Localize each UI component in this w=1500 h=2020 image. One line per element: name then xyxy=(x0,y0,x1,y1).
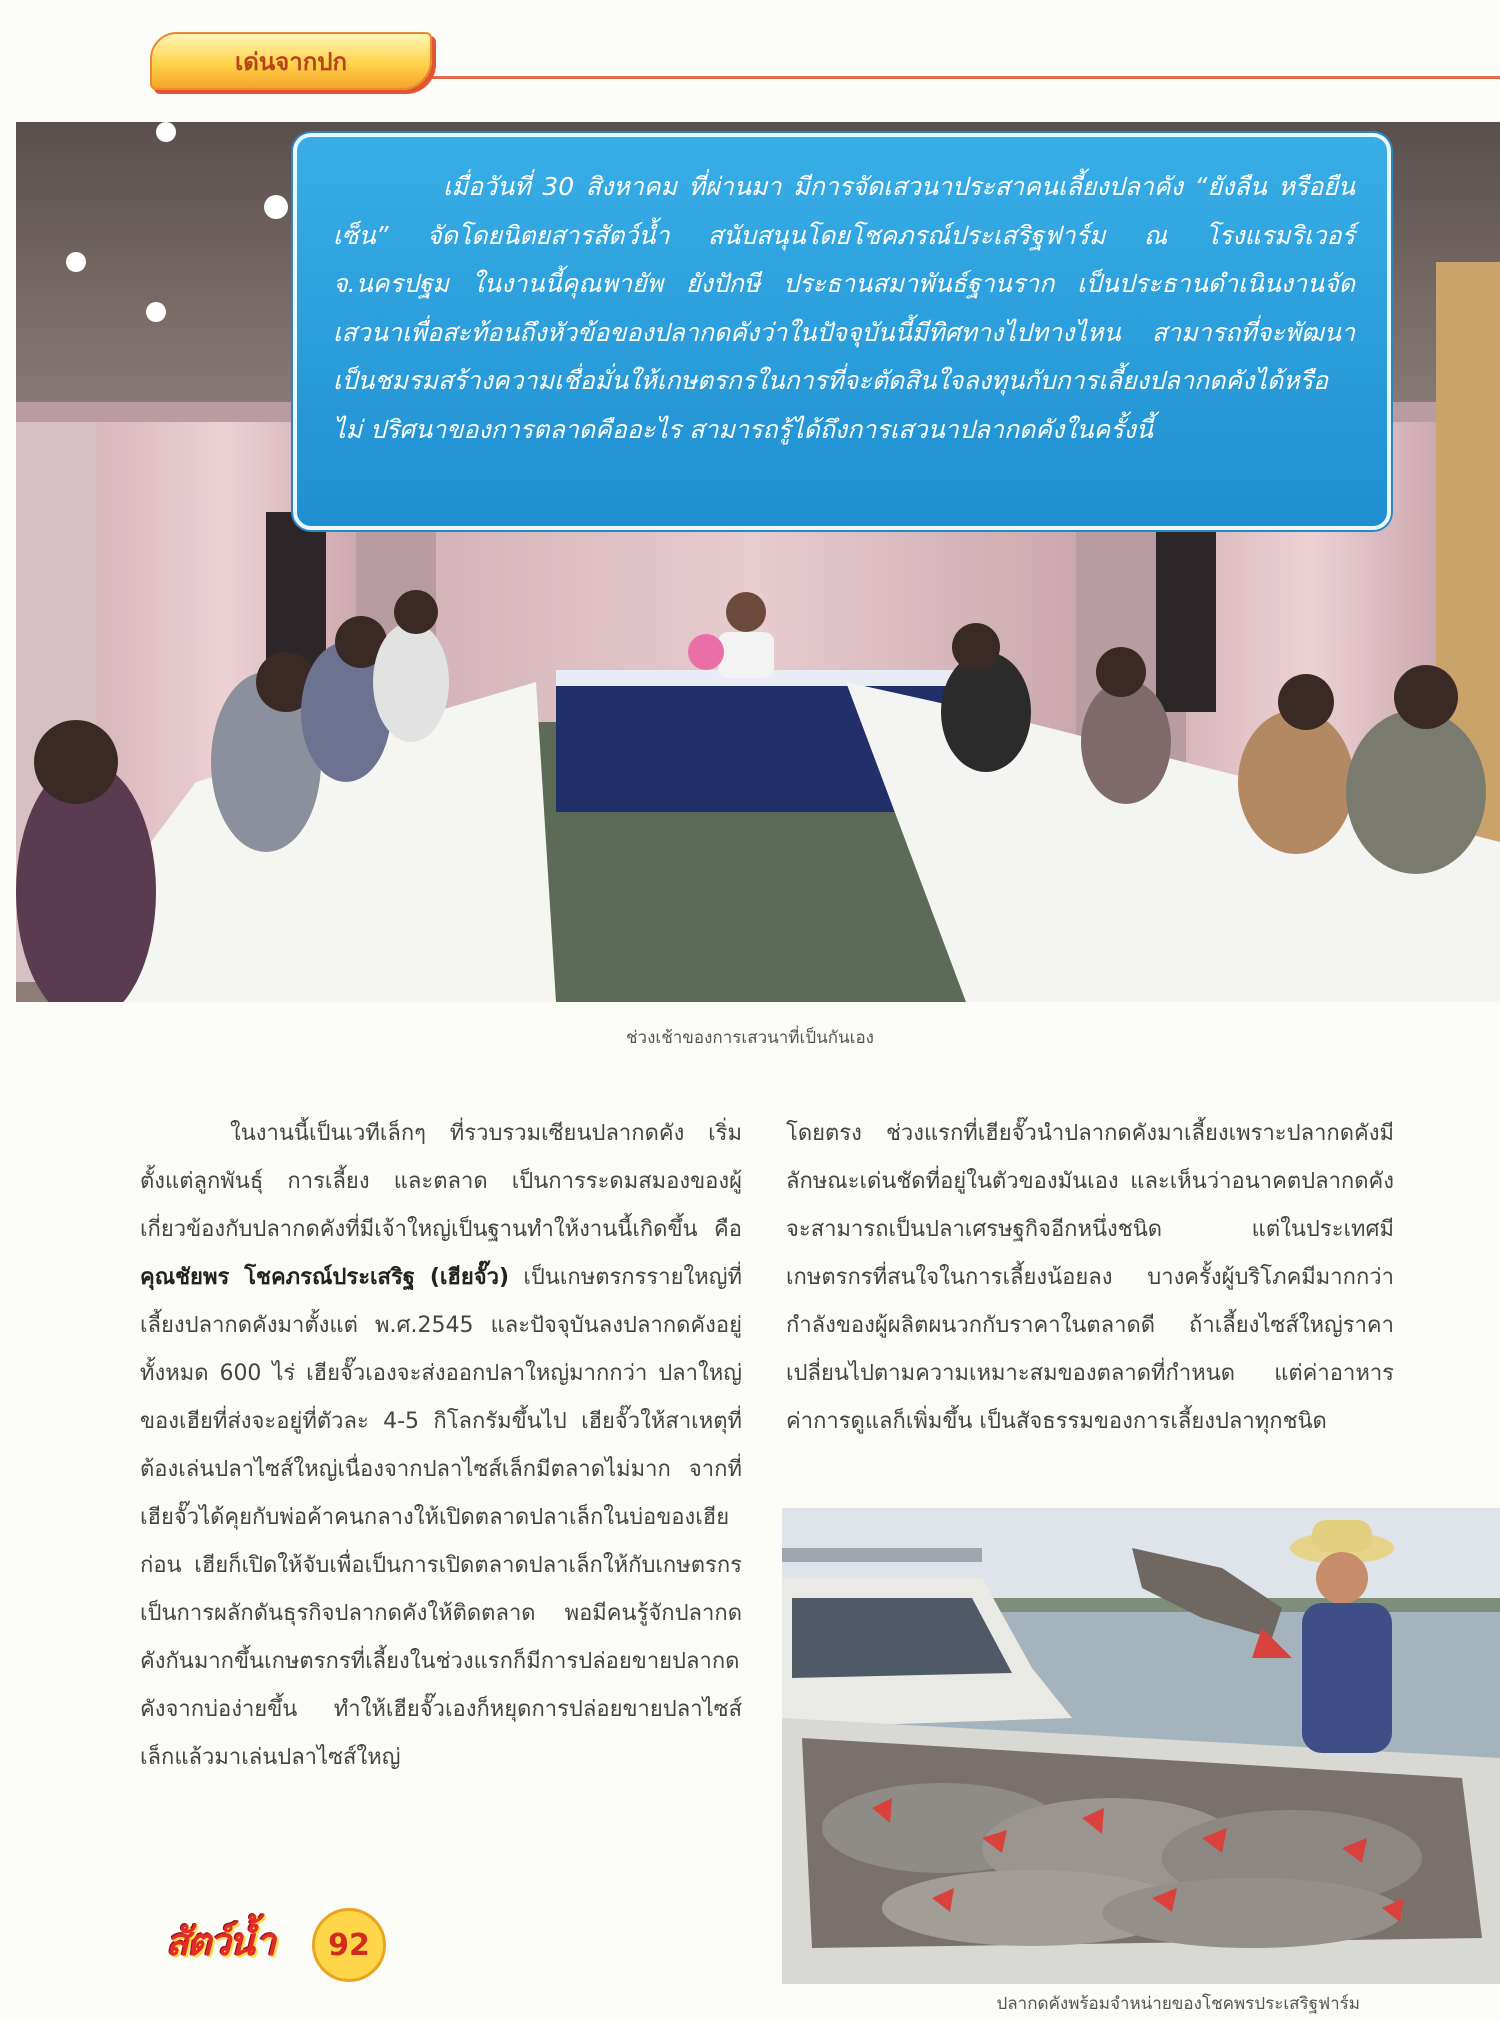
truck-photo-caption: ปลากดคังพร้อมจำหน่ายของโชคพรประเสริฐฟาร์ม xyxy=(996,1994,1360,2014)
truck-photo-illustration xyxy=(782,1508,1500,1984)
truck-photo xyxy=(782,1508,1500,1984)
body-paragraph-left xyxy=(140,1110,742,1782)
body-column-left xyxy=(140,1110,742,1782)
intro-text: เมื่อวันที่ 30 สิงหาคม ที่ผ่านมา มีการจัดเสวนาประสาคนเลี้ยงปลาคัง “ยังลืน หรือยืนเซ็น” จัดโดยนิตยสารสัตว์น้ำ สนับสนุนโดยโชคภรณ์ประเสริฐฟาร์ม ณ โรงแรมริเวอร์ จ.นครปฐม ในงานนี้คุณพายัพ ยังปักษี ประธานสมาพันธ์ฐานราก เป็นประธานดำเนินงานจัดเสวนาเพื่อสะท้อนถึงหัวข้อของปลากดคังว่าในปัจจุบันนี้มีทิศทางไปทางไหน สามารถที่จะพัฒนาเป็นชมรมสร้างความเชื่อมั่นให้เกษตรกรในการที่จะตัดสินใจลงทุนกับการเลี้ยงปลากดคังได้หรือไม่ ปริศนาของการตลาดคืออะไร สามารถรู้ได้ถึงการเสวนาปลากดคังในครั้งนี้ xyxy=(333,172,1355,444)
page-number-badge xyxy=(312,1908,386,1982)
body-column-right xyxy=(786,1110,1394,1446)
section-tab xyxy=(150,32,432,90)
body-text-left-1: ในงานนี้เป็นเวทีเล็กๆ ที่รวบรวมเซียนปลากดคัง เริ่มตั้งแต่ลูกพันธุ์ การเลี้ยง และตลาด เป็นการระดมสมองของผู้เกี่ยวข้องกับปลากดคังที่มีเจ้าใหญ่เป็นฐานทำให้งานนี้เกิดขึ้น คือ xyxy=(140,1121,742,1242)
page-number: 92 xyxy=(328,1927,370,1963)
magazine-logo xyxy=(136,1910,304,1972)
body-paragraph-right: โดยตรง ช่วงแรกที่เฮียจั๊วนำปลากดคังมาเลี้ยงเพราะปลากดคังมีลักษณะเด่นชัดที่อยู่ในตัวของมันเอง และเห็นว่าอนาคตปลากดคังจะสามารถเป็นปลาเศรษฐกิจอีกหนึ่งชนิด แต่ในประเทศมีเกษตรกรที่สนใจในการเลี้ยงน้อยลง บางครั้งผู้บริโภคมีมากกว่ากำลังของผู้ผลิตผนวกกับราคาในตลาดดี ถ้าเลี้ยงไซส์ใหญ่ราคาเปลี่ยนไปตามความเหมาะสมของตลาดที่กำหนด แต่ค่าอาหาร ค่าการดูแลก็เพิ่มขึ้น เป็นสัจธรรมของการเลี้ยงปลาทุกชนิด xyxy=(786,1121,1394,1434)
main-photo-caption: ช่วงเช้าของการเสวนาที่เป็นกันเอง xyxy=(626,1028,874,1048)
magazine-logo-text: สัตว์น้ำ xyxy=(165,1919,275,1964)
intro-box xyxy=(293,133,1391,530)
body-text-left-2: เป็นเกษตรกรรายใหญ่ที่เลี้ยงปลากดคังมาตั้งแต่ พ.ศ.2545 และปัจจุบันลงปลากดคังอยู่ทั้งหมด 600 ไร่ เฮียจั๊วเองจะส่งออกปลาใหญ่มากกว่า ปลาใหญ่ของเฮียที่ส่งจะอยู่ที่ตัวละ 4-5 กิโลกรัมขึ้นไป เฮียจั๊วให้สาเหตุที่ต้องเล่นปลาไซส์ใหญ่เนื่องจากปลาไซส์เล็กมีตลาดไม่มาก จากที่เฮียจั๊วได้คุยกับพ่อค้าคนกลางให้เปิดตลาดปลาเล็กในบ่อของเฮียก่อน เฮียก็เปิดให้จับเพื่อเป็นการเปิดตลาดปลาเล็กให้กับเกษตรกรเป็นการผลักดันธุรกิจปลากดคังให้ติดตลาด พอมีคนรู้จักปลากดคังกันมากขึ้นเกษตรกรที่เลี้ยงในช่วงแรกก็มีการปล่อยขายปลากดคังจากบ่อง่ายขึ้น ทำให้เฮียจั๊วเองก็หยุดการปล่อยขายปลาไซส์เล็กแล้วมาเล่นปลาไซส์ใหญ่ xyxy=(140,1265,742,1770)
body-text-left-bold: คุณชัยพร โชคภรณ์ประเสริฐ (เฮียจั๊ว) xyxy=(140,1265,510,1290)
section-label: เด่นจากปก xyxy=(234,47,348,76)
